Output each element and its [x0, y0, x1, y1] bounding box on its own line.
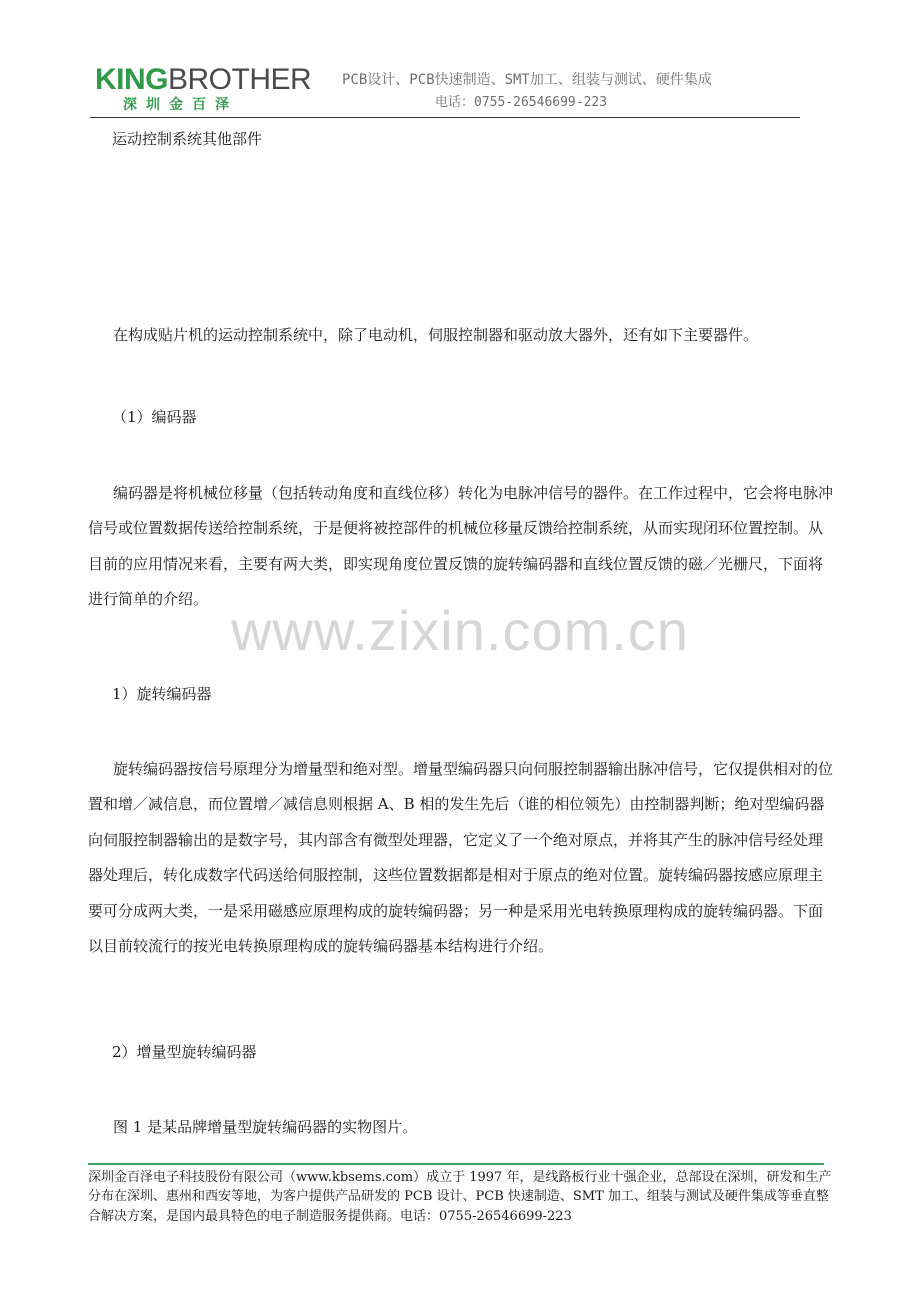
watermark: www.zixin.com.cn [231, 599, 689, 662]
footer-company-info: 深圳金百泽电子科技股份有限公司（www.kbsems.com）成立于 1997 年，是线路板行业十强企业，总部设在深圳，研发和生产分布在深圳、惠州和西安等地，为客户提供产品研发的 PCB 设计、PCB 快速制造、SMT 加工、组装与测试及硬件集成等垂直整合解决方案，是国内最具特色的电子制造服务提供商。电话：0755-26546699-223 [88, 1170, 832, 1224]
intro-paragraph: 在构成贴片机的运动控制系统中，除了电动机，伺服控制器和驱动放大器外，还有如下主要器件。 [113, 326, 759, 344]
logo-brother: BROTHER [168, 63, 312, 96]
heading-incremental-encoder: 2）增量型旋转编码器 [112, 1043, 257, 1061]
heading-rotary-encoder: 1）旋转编码器 [112, 685, 212, 703]
section-title: 运动控制系统其他部件 [112, 130, 263, 148]
rotary-encoder-paragraph: 旋转编码器按信号原理分为增量型和绝对型。增量型编码器只向伺服控制器输出脉冲信号，它仅提供相对的位置和增／减信息，而位置增／减信息则根据 A、B 相的发生先后（谁的相位领先）由控制器判断；绝对型编码器向伺服控制器输出的是数字号，其内部含有微型处理器，它定义了一个绝对原点，并将其产生的脉冲信号经处理器处理后，转化成数字代码送给伺服控制，这些位置数据都是相对于原点的绝对位置。旋转编码器按感应原理主要可分成两大类，一是采用磁感应原理构成的旋转编码器；另一种是采用光电转换原理构成的旋转编码器。下面以目前较流行的按光电转换原理构成的旋转编码器基本结构进行介绍。 [88, 760, 834, 956]
header-divider [90, 117, 800, 118]
heading-encoder: （1）编码器 [112, 408, 197, 426]
encoder-paragraph: 编码器是将机械位移量（包括转动角度和直线位移）转化为电脉冲信号的器件。在工作过程中，它会将电脉冲信号或位置数据传送给控制系统，于是便将被控部件的机械位移量反馈给控制系统，从而实现闭环位置控制。从目前的应用情况来看，主要有两大类，即实现角度位置反馈的旋转编码器和直线位置反馈的磁／光栅尺，下面将进行简单的介绍。 [88, 484, 834, 609]
logo-king: KING [95, 63, 168, 96]
logo-chinese-name: 深圳金百泽 [123, 97, 238, 113]
header-slogan: PCB设计、PCB快速制造、SMT加工、组装与测试、硬件集成 [342, 72, 712, 88]
footer-divider [88, 1163, 824, 1165]
company-logo [95, 64, 311, 114]
header-phone: 电话：0755-26546699-223 [435, 95, 608, 110]
logo-wordmark [95, 64, 311, 96]
figure-reference-paragraph: 图 1 是某品牌增量型旋转编码器的实物图片。 [113, 1118, 418, 1136]
